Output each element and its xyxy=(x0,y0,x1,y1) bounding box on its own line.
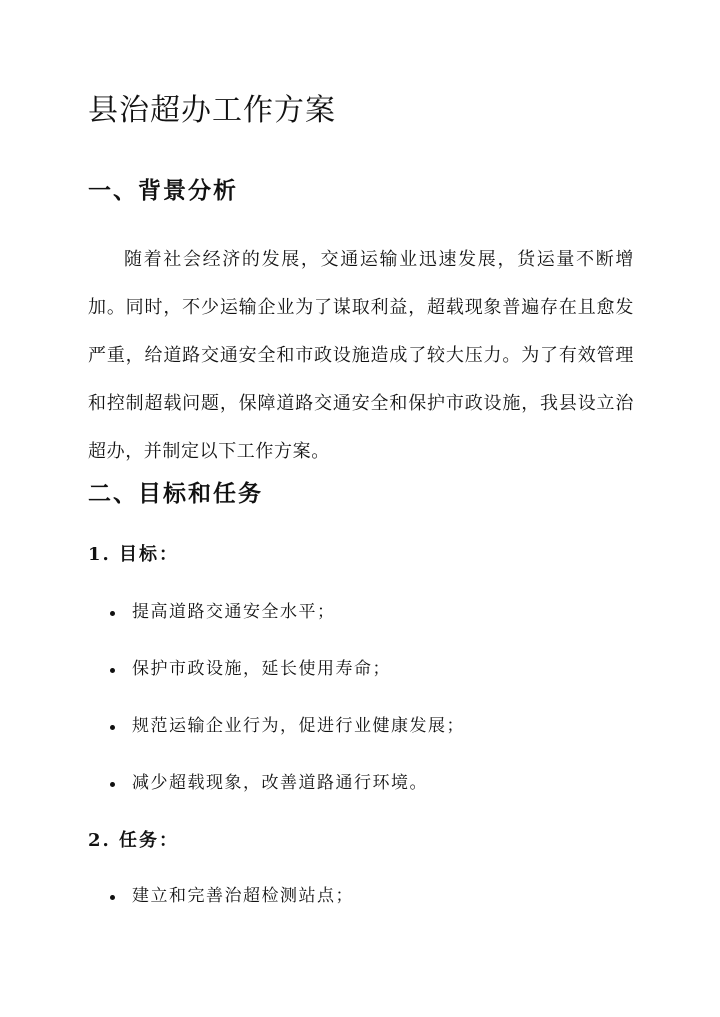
document-title: 县治超办工作方案 xyxy=(88,93,336,128)
bullet-icon xyxy=(110,668,115,673)
goal-text: 减少超载现象，改善道路通行环境。 xyxy=(132,773,428,793)
task-text: 建立和完善治超检测站点； xyxy=(132,886,354,906)
bullet-icon xyxy=(110,611,115,616)
goals-list xyxy=(88,600,465,828)
goals-subheading: 1. 目标： xyxy=(88,544,180,565)
goal-list-item xyxy=(88,600,465,657)
bullet-icon xyxy=(110,895,115,900)
goal-text: 保护市政设施，延长使用寿命； xyxy=(132,659,391,679)
goal-list-item xyxy=(88,714,465,771)
bullet-icon xyxy=(110,782,115,787)
goal-text: 提高道路交通安全水平； xyxy=(132,602,336,622)
goal-list-item xyxy=(88,771,465,828)
tasks-subheading: 2. 任务： xyxy=(88,830,180,851)
section-heading-background: 一、背景分析 xyxy=(88,177,238,204)
section-heading-goals-tasks: 二、目标和任务 xyxy=(88,480,263,507)
task-list-item xyxy=(88,884,354,941)
background-paragraph: 随着社会经济的发展，交通运输业迅速发展，货运量不断增加。同时，不少运输企业为了谋取利益，超载现象普遍存在且愈发严重，给道路交通安全和市政设施造成了较大压力。为了有效管理和控制超载问题，保障道路交通安全和保护市政设施，我县设立治超办，并制定以下工作方案。 xyxy=(88,249,634,462)
goal-list-item xyxy=(88,657,465,714)
goal-text: 规范运输企业行为，促进行业健康发展； xyxy=(132,716,465,736)
tasks-list xyxy=(88,884,354,941)
bullet-icon xyxy=(110,725,115,730)
